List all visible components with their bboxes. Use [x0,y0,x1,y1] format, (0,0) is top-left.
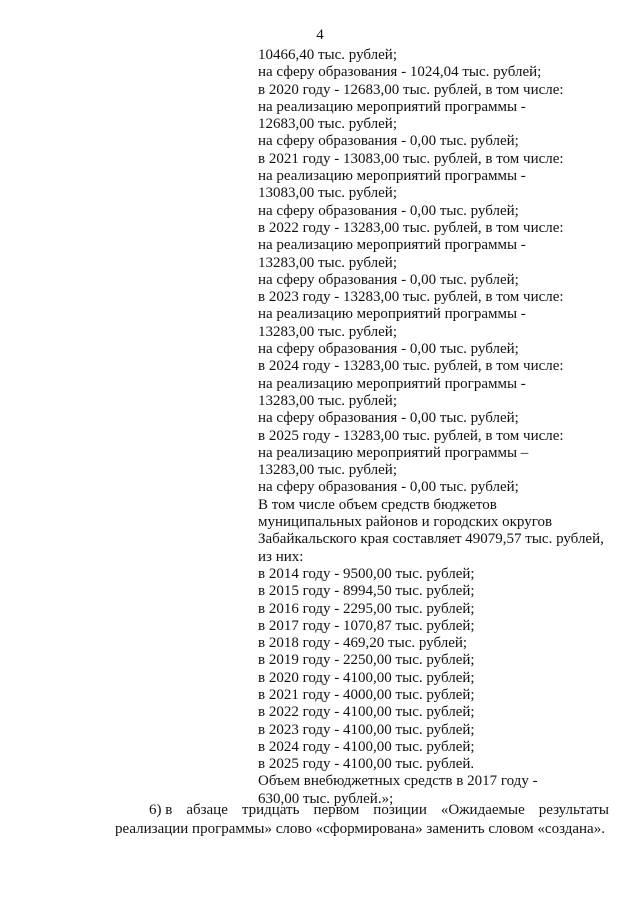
amendment-paragraph-second-line: реализации программы» слово «сформирована» заменить словом «создана». [115,821,605,837]
text-line: 13283,00 тыс. рублей; [258,254,397,271]
text-line: в 2023 году - 13283,00 тыс. рублей, в том числе: [258,289,564,306]
text-line: из них: [258,548,304,565]
text-line: в 2025 году - 13283,00 тыс. рублей, в том числе: [258,427,564,444]
paragraph-word: тридцать [241,802,300,818]
text-line: в 2021 году - 13083,00 тыс. рублей, в том числе: [258,150,564,167]
paragraph-word: первом [313,802,360,818]
text-line: на сферу образования - 1024,04 тыс. рублей; [258,64,542,81]
text-line: в 2015 году - 8994,50 тыс. рублей; [258,583,475,600]
paragraph-word: «Ожидаемые [440,802,525,818]
text-line: на сферу образования - 0,00 тыс. рублей; [258,341,519,358]
text-line: 630,00 тыс. рублей.»; [258,790,394,807]
paragraph-word: 6) в [149,802,173,818]
text-line: 13283,00 тыс. рублей; [258,392,397,409]
text-line: в 2018 году - 469,20 тыс. рублей; [258,635,468,652]
text-line: 12683,00 тыс. рублей; [258,116,397,133]
text-line: на реализацию мероприятий программы - [258,98,526,115]
paragraph-word: позиции [373,802,427,818]
text-line: на реализацию мероприятий программы - [258,168,526,185]
text-line: на реализацию мероприятий программы – [258,444,529,461]
amendment-paragraph [115,801,609,839]
text-line: в 2024 году - 13283,00 тыс. рублей, в том числе: [258,358,564,375]
text-line: Объем внебюджетных средств в 2017 году - [258,773,538,790]
text-line: на сферу образования - 0,00 тыс. рублей; [258,202,519,219]
text-line: на реализацию мероприятий программы - [258,375,526,392]
amendment-paragraph-first-line [115,801,609,820]
text-line: в 2022 году - 13283,00 тыс. рублей, в том числе: [258,219,564,236]
text-line: Забайкальского края составляет 49079,57 тыс. рублей, [258,531,604,548]
page-number: 4 [316,27,324,43]
funding-text-block [258,47,608,808]
text-line: 13283,00 тыс. рублей; [258,323,397,340]
text-line: на сферу образования - 0,00 тыс. рублей; [258,271,519,288]
text-line: в 2016 году - 2295,00 тыс. рублей; [258,600,475,617]
paragraph-word: абзаце [186,802,228,818]
text-line: в 2019 году - 2250,00 тыс. рублей; [258,652,475,669]
text-line: в 2025 году - 4100,00 тыс. рублей. [258,756,475,773]
text-line: В том числе объем средств бюджетов [258,496,497,513]
text-line: в 2020 году - 4100,00 тыс. рублей; [258,669,475,686]
text-line: 10466,40 тыс. рублей; [258,47,397,63]
text-line: в 2024 году - 4100,00 тыс. рублей; [258,738,475,755]
text-line: на сферу образования - 0,00 тыс. рублей; [258,479,519,496]
text-line: в 2017 году - 1070,87 тыс. рублей; [258,617,475,634]
text-line: в 2021 году - 4000,00 тыс. рублей; [258,686,475,703]
text-line: 13083,00 тыс. рублей; [258,185,397,202]
text-line: на реализацию мероприятий программы - [258,306,526,323]
text-line: на сферу образования - 0,00 тыс. рублей; [258,410,519,427]
text-line: в 2023 году - 4100,00 тыс. рублей; [258,721,475,738]
text-line: муниципальных районов и городских округов [258,514,553,531]
text-line: на реализацию мероприятий программы - [258,237,526,254]
paragraph-word: результаты [538,802,609,818]
text-line: в 2020 году - 12683,00 тыс. рублей, в том числе: [258,81,564,98]
text-line: 13283,00 тыс. рублей; [258,462,397,479]
text-line: в 2022 году - 4100,00 тыс. рублей; [258,704,475,721]
text-line: в 2014 году - 9500,00 тыс. рублей; [258,565,475,582]
text-line: на сферу образования - 0,00 тыс. рублей; [258,133,519,150]
